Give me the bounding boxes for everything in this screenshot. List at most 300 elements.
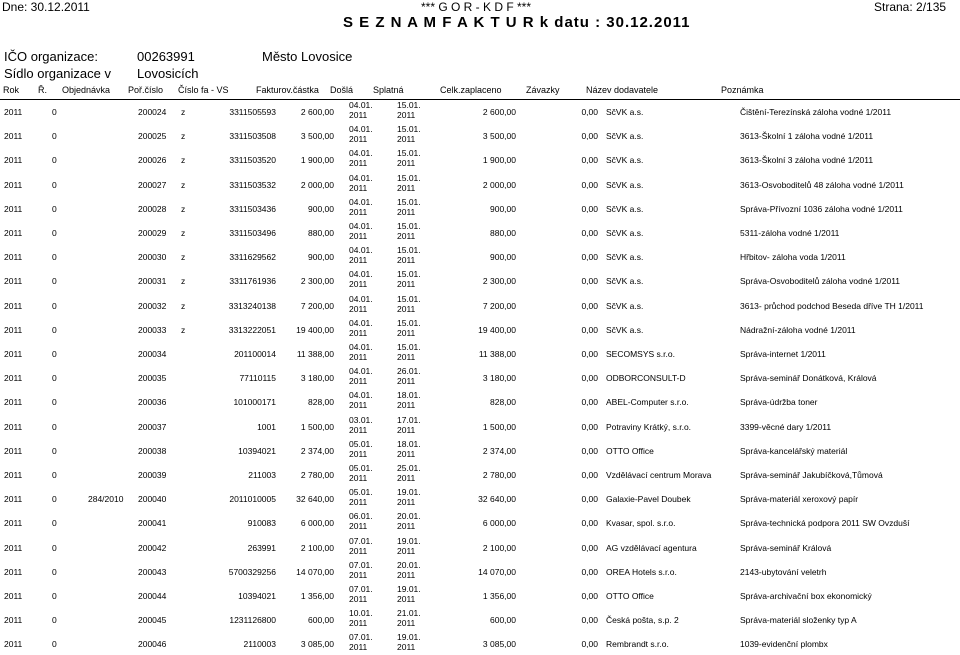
cell-zavazky: 0,00 [581, 349, 598, 359]
cell-zaloha-flag: z [181, 276, 186, 287]
cell-dosla [349, 487, 373, 507]
cell-poradove-cislo: 200035 [138, 373, 167, 384]
seat-value: Lovosicích [137, 66, 199, 81]
cell-cislo-fa-vs: 101000171 [233, 397, 276, 408]
table-row [0, 196, 960, 220]
cell-fakturovana-castka: 828,00 [308, 397, 334, 408]
cell-zavazky: 0,00 [581, 591, 598, 601]
cell-zaloha-flag: z [181, 107, 186, 117]
cell-dosla-day: 07.01. [349, 632, 373, 643]
cell-dosla-day: 05.01. [349, 463, 373, 473]
cell-zavazky: 0,00 [581, 107, 598, 117]
cell-nazev-dodavatele: Rembrandt s.r.o. [606, 639, 669, 650]
cell-celkem-zaplaceno: 900,00 [490, 203, 516, 214]
cell-celkem-zaplaceno: 2 374,00 [482, 445, 516, 456]
cell-rok: 2011 [4, 155, 23, 166]
table-row [0, 293, 960, 317]
cell-poradove-cislo: 200037 [138, 421, 167, 432]
table-row [0, 220, 960, 244]
cell-rada: 0 [52, 615, 57, 626]
cell-dosla-day: 04.01. [349, 221, 373, 231]
cell-cislo-fa-vs: 10394021 [238, 591, 276, 601]
cell-dosla-day: 05.01. [349, 438, 373, 449]
cell-celkem-zaplaceno: 19 400,00 [478, 324, 516, 335]
table-row [0, 317, 960, 341]
cell-poznamka: Správa-materiál složenky typ A [740, 615, 857, 626]
cell-splatna-year: 2011 [397, 594, 416, 604]
seat-label: Sídlo organizace v [4, 66, 111, 81]
cell-fakturovana-castka: 600,00 [308, 615, 334, 626]
cell-splatna-year: 2011 [397, 642, 416, 653]
cell-celkem-zaplaceno: 880,00 [490, 228, 516, 238]
cell-cislo-fa-vs: 2110003 [243, 639, 276, 650]
cell-splatna-year: 2011 [397, 255, 416, 266]
cell-rada: 0 [52, 203, 57, 214]
col-rada: Ř. [38, 85, 47, 95]
cell-rok: 2011 [4, 131, 23, 142]
cell-nazev-dodavatele: OTTO Office [606, 445, 654, 456]
cell-splatna-year: 2011 [397, 110, 416, 120]
cell-poradove-cislo: 200038 [138, 445, 167, 456]
cell-poradove-cislo: 200036 [138, 397, 167, 408]
cell-fakturovana-castka: 3 180,00 [300, 373, 334, 384]
cell-rada: 0 [52, 470, 57, 480]
cell-zavazky: 0,00 [581, 397, 598, 408]
cell-fakturovana-castka: 900,00 [308, 252, 334, 263]
cell-rada: 0 [52, 591, 57, 601]
cell-dosla [349, 173, 373, 193]
table-row [0, 99, 960, 123]
cell-fakturovana-castka: 11 388,00 [296, 349, 334, 359]
cell-rada: 0 [52, 349, 57, 359]
table-row [0, 123, 960, 147]
table-row [0, 535, 960, 559]
cell-dosla [349, 511, 373, 531]
cell-dosla-day: 04.01. [349, 245, 373, 256]
column-header-row [0, 84, 960, 100]
cell-dosla-day: 03.01. [349, 414, 373, 425]
cell-dosla-day: 04.01. [349, 196, 373, 207]
cell-zavazky: 0,00 [581, 179, 598, 190]
col-poznamka: Poznámka [721, 85, 764, 95]
col-splatna: Splatná [373, 85, 404, 95]
cell-dosla [349, 439, 373, 459]
cell-cislo-fa-vs: 3311503508 [229, 131, 276, 142]
cell-poradove-cislo: 200024 [138, 107, 167, 117]
cell-rok: 2011 [4, 591, 23, 601]
cell-splatna [397, 294, 421, 314]
cell-rok: 2011 [4, 445, 23, 456]
cell-rada: 0 [52, 494, 57, 505]
cell-rok: 2011 [4, 203, 23, 214]
cell-zavazky: 0,00 [581, 373, 598, 384]
cell-celkem-zaplaceno: 7 200,00 [482, 300, 516, 311]
cell-dosla-year: 2011 [349, 618, 368, 629]
cell-rok: 2011 [4, 397, 23, 408]
cell-fakturovana-castka: 900,00 [308, 203, 334, 214]
cell-rok: 2011 [4, 276, 23, 287]
cell-celkem-zaplaceno: 600,00 [490, 615, 516, 626]
cell-splatna-day: 19.01. [397, 535, 421, 546]
cell-zaloha-flag: z [181, 203, 186, 214]
col-objednavka: Objednávka [62, 85, 111, 95]
cell-nazev-dodavatele: SčVK a.s. [606, 155, 644, 166]
cell-dosla-day: 04.01. [349, 390, 373, 401]
cell-fakturovana-castka: 19 400,00 [296, 324, 334, 335]
cell-splatna-day: 15.01. [397, 293, 421, 304]
cell-celkem-zaplaceno: 32 640,00 [478, 494, 516, 505]
cell-dosla [349, 584, 373, 604]
cell-rok: 2011 [4, 300, 23, 311]
cell-zaloha-flag: z [181, 155, 186, 166]
cell-dosla [349, 148, 373, 168]
cell-fakturovana-castka: 2 600,00 [300, 107, 334, 117]
cell-rada: 0 [52, 155, 57, 166]
cell-cislo-fa-vs: 263991 [247, 542, 276, 553]
cell-splatna-day: 19.01. [397, 584, 421, 594]
cell-fakturovana-castka: 7 200,00 [300, 300, 334, 311]
cell-dosla [349, 463, 373, 483]
ico-value: 00263991 [137, 49, 195, 64]
table-row [0, 147, 960, 171]
cell-dosla-year: 2011 [349, 327, 368, 338]
cell-splatna-day: 15.01. [397, 342, 421, 352]
system-name: *** G O R - K D F *** [421, 0, 532, 14]
cell-dosla-day: 06.01. [349, 511, 373, 522]
cell-dosla-year: 2011 [349, 182, 368, 193]
cell-dosla-day: 07.01. [349, 535, 373, 546]
cell-zavazky: 0,00 [581, 252, 598, 263]
cell-celkem-zaplaceno: 1 500,00 [482, 421, 516, 432]
cell-zaloha-flag: z [181, 324, 186, 335]
col-zavazky: Závazky [526, 85, 560, 95]
cell-nazev-dodavatele: Vzdělávací centrum Morava [606, 470, 712, 480]
table-row [0, 631, 960, 655]
cell-cislo-fa-vs: 3311505593 [229, 107, 276, 117]
cell-splatna-day: 18.01. [397, 438, 421, 449]
cell-nazev-dodavatele: AG vzdělávací agentura [606, 542, 697, 553]
cell-dosla-day: 07.01. [349, 559, 373, 570]
cell-splatna-year: 2011 [397, 618, 416, 629]
cell-poradove-cislo: 200045 [138, 615, 167, 626]
cell-dosla-day: 04.01. [349, 317, 373, 328]
cell-rada: 0 [52, 373, 57, 384]
cell-celkem-zaplaceno: 2 300,00 [482, 276, 516, 287]
col-nazev-dodavatele: Název dodavatele [586, 85, 659, 95]
cell-splatna-year: 2011 [397, 473, 416, 483]
cell-dosla [349, 197, 373, 217]
cell-poradove-cislo: 200041 [138, 518, 167, 529]
cell-rok: 2011 [4, 252, 23, 263]
cell-cislo-fa-vs: 5700329256 [228, 566, 276, 577]
cell-splatna-year: 2011 [397, 545, 416, 556]
cell-poznamka: Správa-seminář Králová [740, 542, 832, 553]
cell-rada: 0 [52, 300, 57, 311]
cell-dosla-year: 2011 [349, 206, 368, 217]
cell-splatna-day: 15.01. [397, 269, 421, 280]
cell-splatna [397, 100, 421, 120]
cell-dosla-year: 2011 [349, 594, 368, 604]
cell-poznamka: 3613-Osvoboditelů 48 záloha vodné 1/2011 [740, 179, 904, 190]
col-celkem-zaplaceno: Celk.zaplaceno [440, 85, 502, 95]
cell-fakturovana-castka: 1 900,00 [300, 155, 334, 166]
cell-splatna-day: 15.01. [397, 221, 421, 231]
table-row [0, 583, 960, 607]
cell-cislo-fa-vs: 3311503532 [229, 179, 276, 190]
cell-dosla-day: 04.01. [349, 269, 373, 280]
cell-dosla-year: 2011 [349, 642, 368, 653]
cell-rada: 0 [52, 276, 57, 287]
cell-rada: 0 [52, 639, 57, 650]
cell-splatna-day: 26.01. [397, 366, 421, 377]
cell-poradove-cislo: 200029 [138, 228, 167, 238]
cell-splatna-day: 15.01. [397, 172, 421, 183]
cell-dosla-year: 2011 [349, 110, 368, 120]
cell-dosla-year: 2011 [349, 400, 368, 411]
cell-poradove-cislo: 200042 [138, 542, 167, 553]
cell-dosla-year: 2011 [349, 376, 368, 387]
cell-fakturovana-castka: 2 100,00 [300, 542, 334, 553]
cell-nazev-dodavatele: ODBORCONSULT-D [606, 373, 686, 384]
cell-dosla-day: 04.01. [349, 148, 373, 159]
cell-dosla [349, 536, 373, 556]
cell-rada: 0 [52, 445, 57, 456]
cell-splatna-year: 2011 [397, 182, 416, 193]
cell-celkem-zaplaceno: 1 356,00 [482, 591, 516, 601]
cell-rok: 2011 [4, 228, 23, 238]
cell-poznamka: Správa-technická podpora 2011 SW Ovzduší [740, 518, 910, 529]
cell-poradove-cislo: 200025 [138, 131, 167, 142]
cell-poradove-cislo: 200031 [138, 276, 167, 287]
cell-dosla-day: 04.01. [349, 366, 373, 377]
cell-fakturovana-castka: 2 300,00 [300, 276, 334, 287]
cell-cislo-fa-vs: 211003 [248, 470, 276, 480]
cell-dosla [349, 100, 373, 120]
cell-zavazky: 0,00 [581, 542, 598, 553]
cell-zavazky: 0,00 [581, 131, 598, 142]
cell-splatna-year: 2011 [397, 134, 416, 145]
cell-splatna-year: 2011 [397, 521, 416, 532]
cell-dosla [349, 632, 373, 652]
cell-dosla-day: 04.01. [349, 124, 373, 135]
cell-dosla-year: 2011 [349, 158, 368, 169]
cell-splatna [397, 342, 421, 362]
cell-cislo-fa-vs: 3311629562 [229, 252, 276, 263]
table-row [0, 389, 960, 413]
cell-poradove-cislo: 200030 [138, 252, 167, 263]
cell-celkem-zaplaceno: 3 500,00 [482, 131, 516, 142]
cell-celkem-zaplaceno: 828,00 [490, 397, 516, 408]
cell-splatna [397, 148, 421, 168]
cell-fakturovana-castka: 3 500,00 [300, 131, 334, 142]
cell-rok: 2011 [4, 107, 23, 117]
cell-nazev-dodavatele: ABEL-Computer s.r.o. [606, 397, 689, 408]
cell-dosla-year: 2011 [349, 279, 368, 290]
cell-poznamka: 3613-Školní 3 záloha vodné 1/2011 [740, 155, 874, 166]
cell-rok: 2011 [4, 518, 23, 529]
table-row [0, 414, 960, 438]
cell-splatna [397, 632, 421, 652]
cell-celkem-zaplaceno: 2 600,00 [482, 107, 516, 117]
cell-splatna-day: 15.01. [397, 317, 421, 328]
cell-nazev-dodavatele: SčVK a.s. [606, 276, 644, 287]
cell-rada: 0 [52, 179, 57, 190]
cell-cislo-fa-vs: 3311503496 [229, 228, 276, 238]
cell-dosla-year: 2011 [349, 497, 368, 508]
cell-splatna-year: 2011 [397, 158, 416, 169]
cell-celkem-zaplaceno: 2 100,00 [482, 542, 516, 553]
cell-splatna [397, 124, 421, 144]
cell-nazev-dodavatele: SčVK a.s. [606, 300, 644, 311]
cell-rok: 2011 [4, 470, 23, 480]
cell-cislo-fa-vs: 201100014 [234, 349, 276, 359]
cell-poznamka: 3613- průchod podchod Beseda dříve TH 1/2011 [740, 300, 924, 311]
cell-celkem-zaplaceno: 11 388,00 [478, 349, 516, 359]
cell-splatna-year: 2011 [397, 206, 416, 217]
cell-rada: 0 [52, 397, 57, 408]
cell-nazev-dodavatele: SčVK a.s. [606, 131, 644, 142]
cell-fakturovana-castka: 1 500,00 [300, 421, 334, 432]
cell-fakturovana-castka: 2 780,00 [300, 470, 334, 480]
cell-poznamka: Správa-kancelářský materiál [740, 445, 848, 456]
table-row [0, 438, 960, 462]
cell-zaloha-flag: z [181, 131, 186, 142]
table-row [0, 244, 960, 268]
cell-poznamka: Čištění-Terezínská záloha vodné 1/2011 [740, 107, 892, 117]
cell-splatna-day: 18.01. [397, 390, 421, 401]
cell-splatna-year: 2011 [397, 327, 416, 338]
cell-dosla [349, 366, 373, 386]
cell-zavazky: 0,00 [581, 324, 598, 335]
cell-dosla-year: 2011 [349, 545, 368, 556]
table-row [0, 341, 960, 365]
page-number: Strana: 2/135 [874, 0, 947, 14]
cell-cislo-fa-vs: 1231126800 [229, 615, 276, 626]
cell-nazev-dodavatele: SčVK a.s. [606, 324, 644, 335]
cell-dosla-year: 2011 [349, 134, 368, 145]
cell-splatna-day: 20.01. [397, 511, 421, 522]
cell-dosla-day: 05.01. [349, 487, 373, 498]
cell-celkem-zaplaceno: 3 085,00 [482, 639, 516, 650]
cell-cislo-fa-vs: 3311761936 [229, 276, 276, 287]
cell-nazev-dodavatele: Česká pošta, s.p. 2 [606, 615, 679, 626]
cell-splatna [397, 390, 421, 410]
cell-splatna [397, 463, 421, 483]
cell-dosla-day: 04.01. [349, 342, 373, 352]
cell-celkem-zaplaceno: 3 180,00 [482, 373, 516, 384]
cell-cislo-fa-vs: 10394021 [238, 445, 276, 456]
cell-rok: 2011 [4, 542, 23, 553]
cell-rada: 0 [52, 518, 57, 529]
col-cislo-fa-vs: Číslo fa - VS [178, 85, 229, 95]
cell-zavazky: 0,00 [581, 203, 598, 214]
cell-splatna-day: 20.01. [397, 559, 421, 570]
cell-splatna [397, 511, 421, 531]
cell-poznamka: 2143-ubytování veletrh [740, 566, 827, 577]
cell-celkem-zaplaceno: 6 000,00 [482, 518, 516, 529]
cell-dosla [349, 221, 373, 241]
cell-fakturovana-castka: 3 085,00 [300, 639, 334, 650]
ico-label: IČO organizace: [4, 49, 98, 64]
cell-poradove-cislo: 200028 [138, 203, 167, 214]
cell-celkem-zaplaceno: 14 070,00 [478, 566, 516, 577]
cell-cislo-fa-vs: 3311503436 [229, 203, 276, 214]
cell-dosla [349, 245, 373, 265]
cell-poznamka: Správa-archivační box ekonomický [740, 591, 872, 601]
cell-poznamka: Správa-seminář Jakubíčková,Tůmová [740, 470, 883, 480]
cell-splatna-day: 15.01. [397, 124, 421, 135]
cell-objednavka: 284/2010 [88, 494, 124, 505]
cell-zavazky: 0,00 [581, 639, 598, 650]
cell-splatna-day: 21.01. [397, 608, 421, 619]
cell-zavazky: 0,00 [581, 566, 598, 577]
cell-fakturovana-castka: 6 000,00 [300, 518, 334, 529]
col-poradove-cislo: Poř.číslo [128, 85, 164, 95]
report-title: S E Z N A M F A K T U R k datu : 30.12.2011 [343, 14, 691, 31]
cell-nazev-dodavatele: SčVK a.s. [606, 179, 644, 190]
cell-splatna [397, 269, 421, 289]
cell-splatna-day: 15.01. [397, 100, 421, 110]
cell-poradove-cislo: 200026 [138, 155, 167, 166]
cell-zavazky: 0,00 [581, 421, 598, 432]
cell-zavazky: 0,00 [581, 470, 598, 480]
cell-cislo-fa-vs: 1001 [257, 421, 276, 432]
cell-dosla [349, 269, 373, 289]
cell-splatna-year: 2011 [397, 352, 416, 362]
cell-celkem-zaplaceno: 1 900,00 [482, 155, 516, 166]
cell-splatna-day: 17.01. [397, 414, 421, 425]
cell-celkem-zaplaceno: 2 780,00 [482, 470, 516, 480]
cell-dosla-year: 2011 [349, 521, 368, 532]
cell-poznamka: Správa-údržba toner [740, 397, 818, 408]
cell-poznamka: Správa-seminář Donátková, Králová [740, 373, 877, 384]
cell-splatna-year: 2011 [397, 376, 416, 387]
cell-splatna [397, 415, 421, 435]
cell-dosla-year: 2011 [349, 303, 368, 314]
cell-fakturovana-castka: 14 070,00 [296, 566, 334, 577]
cell-rok: 2011 [4, 373, 23, 384]
cell-celkem-zaplaceno: 2 000,00 [482, 179, 516, 190]
cell-cislo-fa-vs: 3313240138 [228, 300, 276, 311]
cell-splatna-year: 2011 [397, 424, 416, 435]
cell-fakturovana-castka: 2 374,00 [300, 445, 334, 456]
cell-poznamka: 5311-záloha vodné 1/2011 [740, 228, 840, 238]
cell-poznamka: Správa-internet 1/2011 [740, 349, 826, 359]
cell-splatna-day: 15.01. [397, 148, 421, 159]
cell-dosla-year: 2011 [349, 569, 368, 580]
cell-dosla [349, 342, 373, 362]
cell-zaloha-flag: z [181, 179, 186, 190]
cell-rada: 0 [52, 324, 57, 335]
cell-poradove-cislo: 200027 [138, 179, 167, 190]
cell-zaloha-flag: z [181, 228, 186, 238]
col-dosla: Došlá [330, 85, 354, 95]
cell-poznamka: Správa-materiál xeroxový papír [740, 494, 859, 505]
cell-zavazky: 0,00 [581, 615, 598, 626]
cell-nazev-dodavatele: SčVK a.s. [606, 107, 644, 117]
cell-dosla-year: 2011 [349, 424, 368, 435]
cell-zavazky: 0,00 [581, 300, 598, 311]
table-row [0, 462, 960, 486]
cell-cislo-fa-vs: 3313222051 [228, 324, 276, 335]
cell-nazev-dodavatele: OTTO Office [606, 591, 654, 601]
cell-rada: 0 [52, 542, 57, 553]
cell-rok: 2011 [4, 421, 23, 432]
cell-dosla-year: 2011 [349, 473, 368, 483]
cell-poznamka: 3399-věcné dary 1/2011 [740, 421, 832, 432]
cell-dosla [349, 390, 373, 410]
organization-name: Město Lovosice [262, 49, 353, 64]
